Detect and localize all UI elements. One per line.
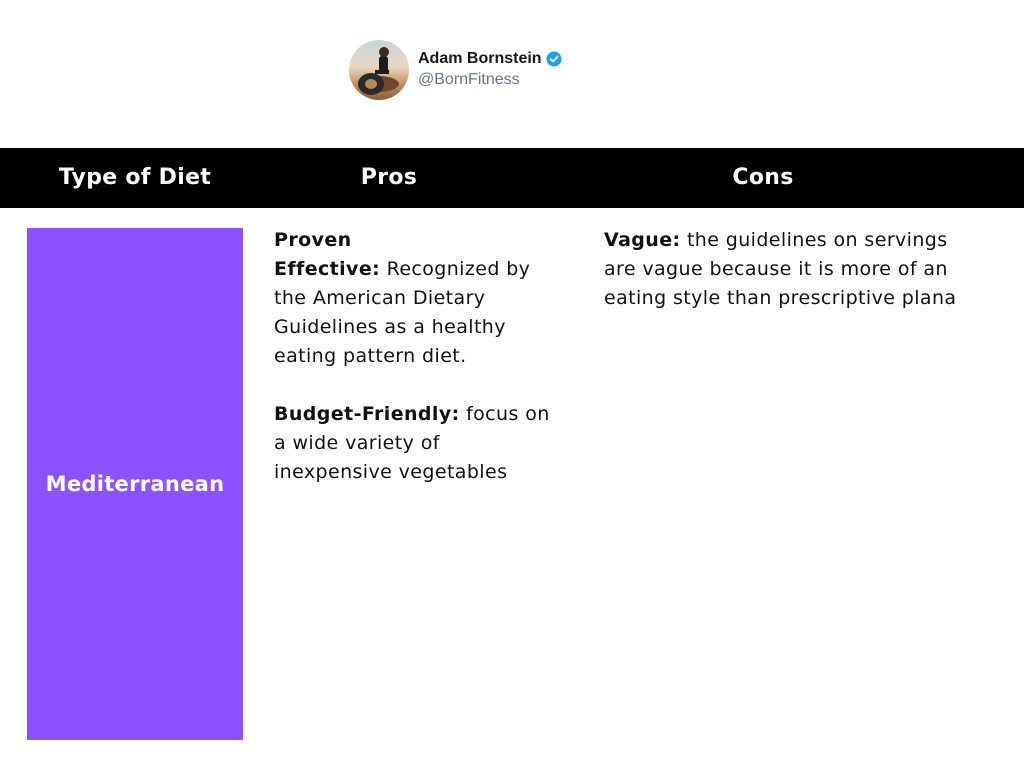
avatar[interactable] <box>349 40 409 100</box>
avatar-photo <box>349 40 409 100</box>
cons-text-line: are vague because it is more of an <box>604 258 948 280</box>
verified-badge-icon <box>546 51 562 67</box>
pros-text-line: the American Dietary <box>274 287 486 309</box>
cons-text-line1: the guidelines on servings <box>680 229 948 251</box>
cons-text-line: eating style than prescriptive plana <box>604 287 957 309</box>
header-type-of-diet: Type of Diet <box>58 165 212 190</box>
pros-heading: Budget-Friendly: <box>274 403 460 425</box>
author-name[interactable]: Adam Bornstein <box>418 50 542 67</box>
pros-item-proven-effective <box>274 226 574 371</box>
pros-text-line1: focus on <box>459 403 550 425</box>
pros-text-line: a wide variety of <box>274 432 440 454</box>
pros-text-line: inexpensive vegetables <box>274 461 508 483</box>
cons-item-vague <box>604 226 1004 313</box>
pros-text-line: eating pattern diet. <box>274 345 467 367</box>
pros-heading-line2: Effective: <box>274 258 381 280</box>
paragraph-gap <box>274 371 574 400</box>
header-cons: Cons <box>732 165 794 190</box>
diet-name: Mediterranean <box>45 472 225 496</box>
pros-text-line1: Recognized by <box>380 258 531 280</box>
author-text <box>418 49 562 91</box>
author-handle[interactable]: @BornFitness <box>418 71 520 88</box>
pros-item-budget-friendly <box>274 400 574 487</box>
pros-heading-line1: Proven <box>274 229 352 251</box>
cons-column <box>604 226 1004 313</box>
pros-column <box>274 226 574 487</box>
table-header <box>0 148 1024 208</box>
author-name-row <box>418 49 562 69</box>
pros-text-line: Guidelines as a healthy <box>274 316 506 338</box>
cons-heading: Vague: <box>604 229 681 251</box>
author-block <box>349 40 562 100</box>
diet-cell <box>27 228 243 740</box>
header-pros: Pros <box>360 165 418 190</box>
